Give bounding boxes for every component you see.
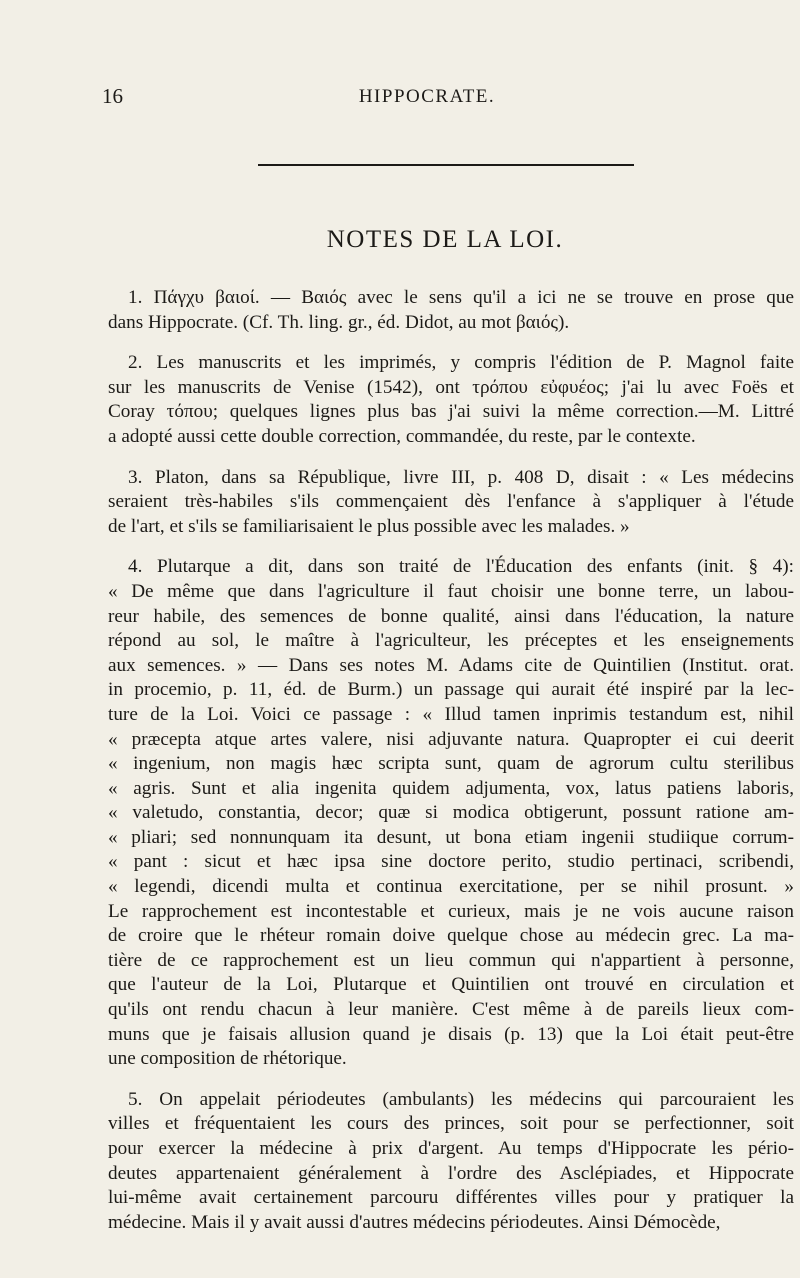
note-5 bbox=[108, 1088, 794, 1236]
note-line: a adopté aussi cette double correction, commandée, du reste, par le contexte. bbox=[108, 425, 696, 447]
note-line: pour exercer la médecine à prix d'argent. Au temps d'Hippocrate les pério- bbox=[108, 1138, 794, 1159]
note-line: « ingenium, non magis hæc scripta sunt, quam de agrorum cultu sterilibus bbox=[108, 753, 794, 775]
note-line: « valetudo, constantia, decor; quæ si modica obtigerunt, possunt ratione am- bbox=[108, 802, 794, 824]
running-title: HIPPOCRATE. bbox=[358, 86, 496, 107]
note-line: « præcepta atque artes valere, nisi adjuvante natura. Quapropter ei cui deerit bbox=[108, 728, 794, 750]
note-line: « agris. Sunt et alia ingenita quidem adjumenta, vox, latus patiens laboris, bbox=[108, 777, 794, 799]
note-line: 1. Πάγχυ βαιοί. — Βαιός avec le sens qu'il a ici ne se trouve en prose que bbox=[128, 287, 794, 308]
note-line: de l'art, et s'ils se familiarisaient le plus possible avec les malades. » bbox=[108, 515, 630, 537]
note-line: 5. On appelait périodeutes (ambulants) les médecins qui parcouraient les bbox=[128, 1088, 794, 1110]
note-line: seraient très-habiles s'ils commençaient dès l'enfance à s'appliquer à l'étude bbox=[108, 491, 794, 513]
note-line: tière de ce rapprochement est un lieu commun qui n'appartient à personne, bbox=[108, 949, 794, 971]
note-line: 3. Platon, dans sa République, livre III, p. 408 D, disait : « Les médecins bbox=[128, 466, 794, 488]
note-line: villes et fréquentaient les cours des princes, soit pour se perfectionner, soit bbox=[108, 1113, 794, 1135]
note-line: de croire que le rhéteur romain doive quelque chose au médecin grec. La ma- bbox=[108, 925, 794, 947]
note-line: lui-même avait certainement parcouru différentes villes pour y pratiquer la bbox=[108, 1187, 794, 1209]
note-line: répond au sol, le maître à l'agriculteur, les préceptes et les enseignements bbox=[108, 630, 794, 652]
note-line: Coray τόπου; quelques lignes plus bas j'ai suivi la même correction.—M. Littré bbox=[108, 401, 794, 423]
note-line: in procemio, p. 11, éd. de Burm.) un passage qui aurait été inspiré par la lec- bbox=[108, 679, 794, 701]
note-line: muns que je faisais allusion quand je disais (p. 13) que la Loi était peut-être bbox=[108, 1023, 794, 1045]
note-line: « pliari; sed nonnunquam ita desunt, ut bona etiam ingenii studiique corrum- bbox=[108, 826, 794, 848]
note-line: deutes appartenaient généralement à l'ordre des Asclépiades, et Hippocrate bbox=[108, 1162, 794, 1184]
note-line: 4. Plutarque a dit, dans son traité de l'Éducation des enfants (init. § 4): bbox=[128, 556, 794, 578]
note-line: reur habile, des semences de bonne qualité, ainsi dans l'éducation, la nature bbox=[108, 605, 794, 627]
note-line: « pant : sicut et hæc ipsa sine doctore perito, studio pertinaci, scribendi, bbox=[108, 851, 794, 873]
note-2 bbox=[108, 351, 794, 449]
note-line: ture de la Loi. Voici ce passage : « Illud tamen inprimis testandum est, nihil bbox=[108, 703, 794, 725]
title-rule bbox=[258, 164, 634, 166]
note-line: dans Hippocrate. (Cf. Th. ling. gr., éd. Didot, au mot βαιός). bbox=[108, 311, 570, 333]
note-line: que l'auteur de la Loi, Plutarque et Quintilien ont trouvé en circulation et bbox=[108, 974, 794, 996]
notes-list bbox=[108, 286, 794, 1235]
note-line: « De même que dans l'agriculture il faut choisir une bonne terre, un labou- bbox=[108, 580, 794, 602]
note-line: qu'ils ont rendu chacun à leur manière. C'est même à de pareils lieux com- bbox=[108, 999, 794, 1021]
note-line: sur les manuscrits de Venise (1542), ont τρόπου εὐφυέος; j'ai lu avec Foës et bbox=[108, 376, 794, 398]
note-line: médecine. Mais il y avait aussi d'autres médecins périodeutes. Ainsi Démocède, bbox=[108, 1211, 721, 1233]
note-line: 2. Les manuscrits et les imprimés, y compris l'édition de P. Magnol faite bbox=[128, 352, 794, 374]
note-4 bbox=[108, 555, 794, 1071]
note-1 bbox=[108, 286, 794, 335]
note-line: aux semences. » — Dans ses notes M. Adams cite de Quintilien (Institut. orat. bbox=[108, 654, 794, 676]
note-3 bbox=[108, 466, 794, 540]
section-title: NOTES DE LA LOI. bbox=[326, 226, 564, 253]
note-line: Le rapprochement est incontestable et curieux, mais je ne vois aucune raison bbox=[108, 900, 794, 922]
note-line: « legendi, dicendi multa et continua exercitatione, per se nihil prosunt. » bbox=[108, 876, 794, 898]
note-line: une composition de rhétorique. bbox=[108, 1048, 347, 1070]
page-header bbox=[102, 84, 792, 114]
page-number: 16 bbox=[102, 84, 123, 108]
